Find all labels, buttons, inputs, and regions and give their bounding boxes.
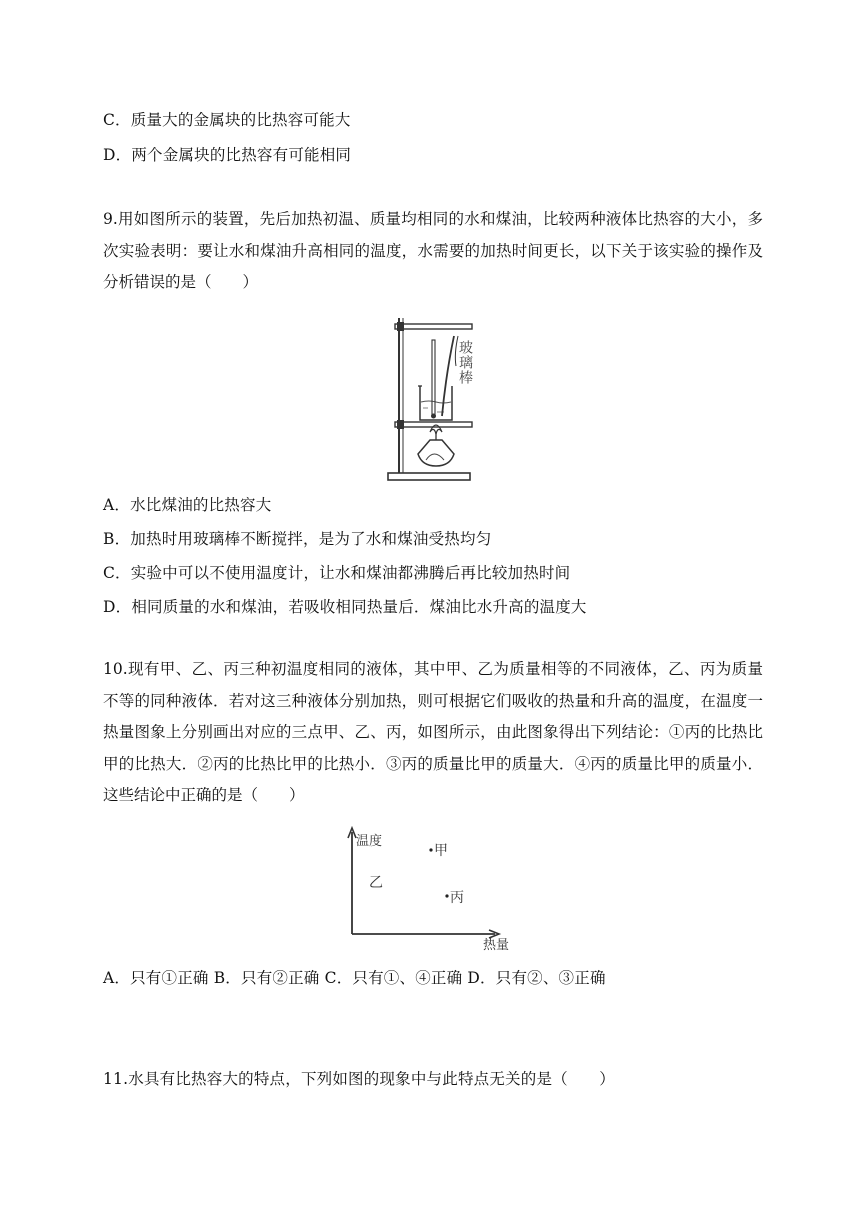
q9-option-b: B．加热时用玻璃棒不断搅拌，是为了水和煤油受热均匀 [103, 530, 492, 548]
q10-stem: 10.现有甲、乙、丙三种初温度相同的液体，其中甲、乙为质量相等的不同液体，乙、丙为质量不等的同种液体．若对这三种液体分别加热，则可根据它们吸收的热量和升高的温度，在温度一热量图象上分别画出对应的三点甲、乙、丙，如图所示，由此图象得出下列结论：①丙的比热比甲的比热大．②丙的比热比甲的比热小．③丙的质量比甲的质量大．④丙的质量比甲的质量小．这些结论中正确的是（ ） [103, 660, 763, 804]
q8-option-c: C．质量大的金属块的比热容可能大 [103, 111, 351, 129]
q11-stem: 11.水具有比热容大的特点，下列如图的现象中与此特点无关的是（ ） [103, 1070, 615, 1088]
q10-point-jia-label: 甲 [434, 843, 448, 859]
q10-point-yi-label: 乙 [369, 875, 383, 891]
q9-option-c: C．实验中可以不使用温度计，让水和煤油都沸腾后再比较加热时间 [103, 564, 571, 582]
q10-point-bing-label: 丙 [450, 890, 464, 906]
q9-option-d: D．相同质量的水和煤油，若吸收相同热量后．煤油比水升高的温度大 [103, 598, 587, 616]
q9-figure-label-glass-rod: 玻璃棒 [457, 340, 473, 385]
q10-y-axis-label: 温度 [356, 834, 383, 849]
q10-options: A．只有①正确 B．只有②正确 C．只有①、④正确 D．只有②、③正确 [103, 969, 606, 987]
q10-x-axis-label: 热量 [483, 938, 510, 953]
q9-option-a: A．水比煤油的比热容大 [103, 496, 272, 514]
q9-stem: 9.用如图所示的装置，先后加热初温、质量均相同的水和煤油，比较两种液体比热容的大小，多次实验表明：要让水和煤油升高相同的温度，水需要的加热时间更长，以下关于该实验的操作及分析错误的是（ ） [103, 210, 763, 291]
q8-option-d: D．两个金属块的比热容有可能相同 [103, 146, 352, 164]
